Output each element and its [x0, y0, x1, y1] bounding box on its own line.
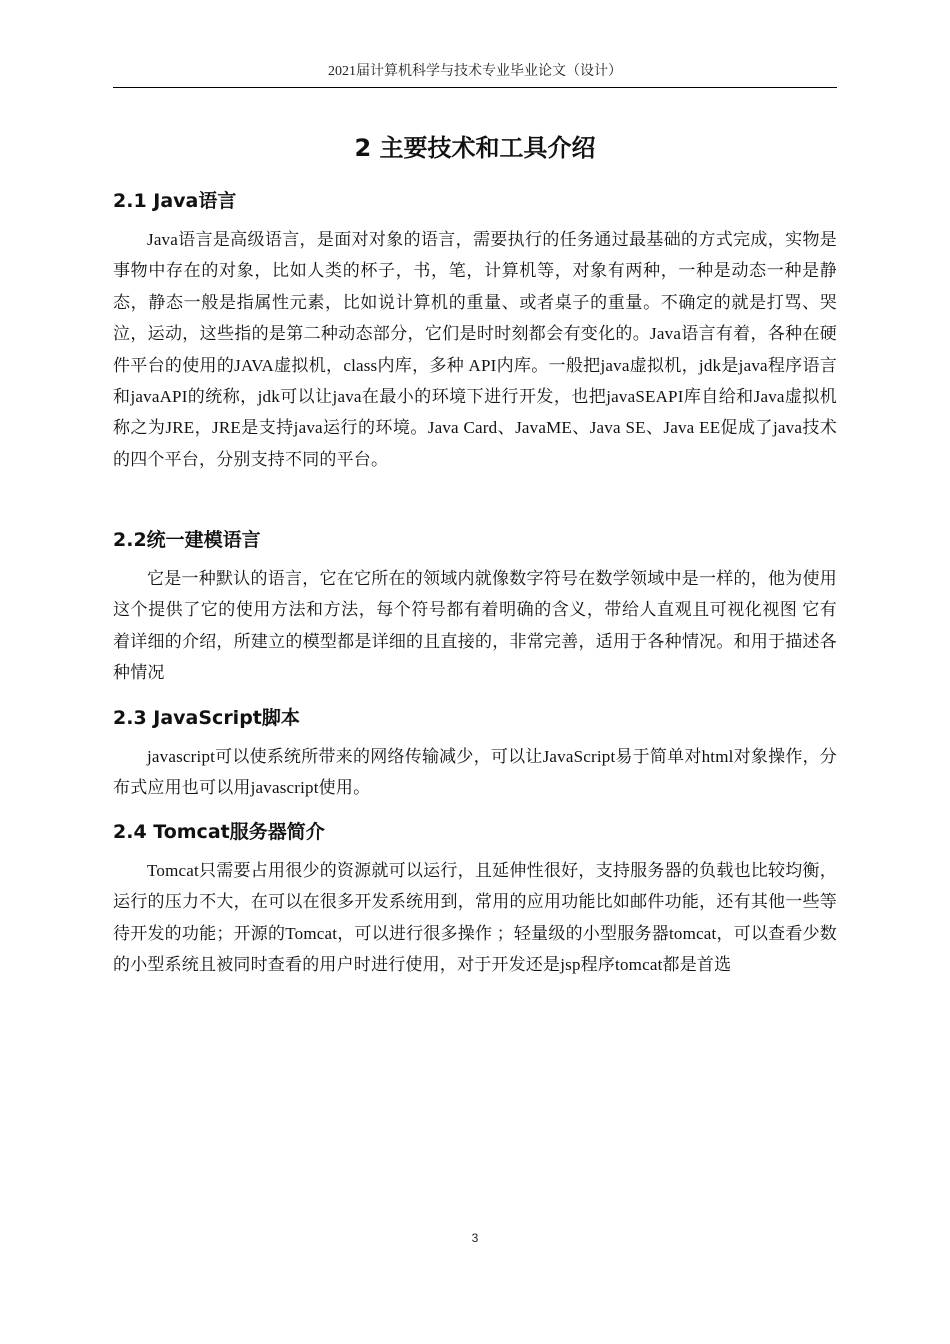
section-paragraph: 它是一种默认的语言，它在它所在的领域内就像数字符号在数学领域中是一样的，他为使用这个提供了它的使用方法和方法，每个符号都有着明确的含义，带给人直观且可视化视图 它有着详细的介绍，所建立的模型都是详细的且直接的，非常完善，适用于各种情况。和用于描述各种情况 — [113, 569, 837, 683]
section-paragraph: Tomcat只需要占用很少的资源就可以运行，且延伸性很好，支持服务器的负载也比较均衡，运行的压力不大，在可以在很多开发系统用到，常用的应用功能比如邮件功能，还有其他一些等待开发的功能；开源的Tomcat，可以进行很多操作 ；轻量级的小型服务器tomcat，可以查看少数的小型系统且被同时查看的用户时进行使用，对于开发还是jsp程序tomcat都是首选 — [113, 861, 837, 975]
section-heading: 2.3 JavaScript脚本 — [113, 707, 300, 729]
section-heading: 2.4 Tomcat服务器简介 — [113, 821, 325, 843]
running-header: 2021届计算机科学与技术专业毕业论文（设计） — [328, 64, 622, 79]
chapter-title: 2 主要技术和工具介绍 — [354, 134, 596, 162]
section-paragraph: javascript可以使系统所带来的网络传输减少，可以让JavaScript易于简单对html对象操作，分布式应用也可以用javascript使用。 — [113, 747, 837, 798]
header-rule — [113, 87, 837, 88]
section-heading: 2.2统一建模语言 — [113, 529, 261, 551]
section-paragraph: Java语言是高级语言，是面对对象的语言，需要执行的任务通过最基础的方式完成，实物是事物中存在的对象，比如人类的杯子，书，笔，计算机等，对象有两种，一种是动态一种是静态，静态一般是指属性元素，比如说计算机的重量、或者桌子的重量。不确定的就是打骂、哭泣，运动，这些指的是第二种动态部分，它们是时时刻都会有变化的。Java语言有着，各种在硬件平台的使用的JAVA虚拟机，class内库，多种 API内库。一般把java虚拟机，jdk是java程序语言和javaAPI的统称，jdk可以让java在最小的环境下进行开发，也把javaSEAPI库自给和Java虚拟机称之为JRE，JRE是支持java运行的环境。Java Card、JavaME、Java SE、Java EE促成了java技术的四个平台，分别支持不同的平台。 — [113, 230, 837, 469]
section-tomcat — [113, 817, 837, 981]
section-java — [113, 186, 837, 475]
section-uml — [113, 525, 837, 689]
section-javascript — [113, 703, 837, 804]
page-number: 3 — [471, 1231, 479, 1245]
section-heading: 2.1 Java语言 — [113, 190, 237, 212]
